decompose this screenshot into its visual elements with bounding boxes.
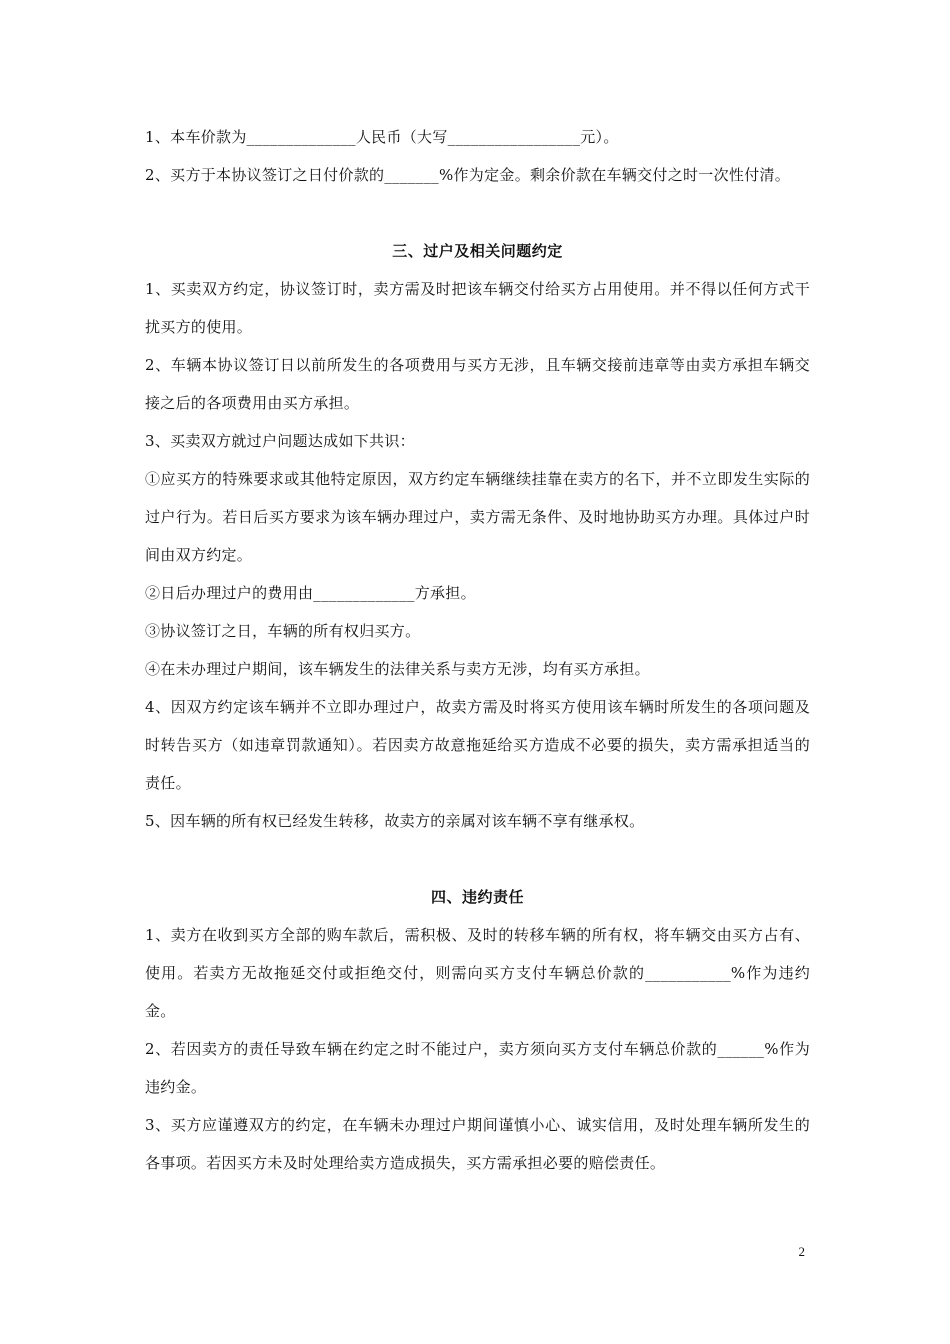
transfer-subclause-2: ②日后办理过户的费用由_____________方承担。 bbox=[145, 584, 476, 602]
transfer-clause-4: 4、因双方约定该车辆并不立即办理过户，故卖方需及时将买方使用该车辆时所发生的各项问题及时转告买方（如违章罚款通知）。若因卖方故意拖延给买方造成不必要的损失，卖方需承担适当的责任。 bbox=[145, 698, 810, 792]
breach-clause-2: 2、若因卖方的责任导致车辆在约定之时不能过户，卖方须向买方支付车辆总价款的______%作为违约金。 bbox=[145, 1040, 810, 1096]
transfer-clause-5: 5、因车辆的所有权已经发生转移，故卖方的亲属对该车辆不享有继承权。 bbox=[145, 812, 645, 830]
transfer-clause-2: 2、车辆本协议签订日以前所发生的各项费用与买方无涉，且车辆交接前违章等由卖方承担车辆交接之后的各项费用由买方承担。 bbox=[145, 356, 810, 412]
price-clause-1: 1、本车价款为______________人民币（大写_________________元）。 bbox=[145, 128, 619, 146]
page-number: 2 bbox=[798, 1244, 805, 1259]
transfer-clause-3: 3、买卖双方就过户问题达成如下共识： bbox=[145, 432, 415, 450]
document-body bbox=[145, 118, 810, 1182]
transfer-subclause-4: ④在未办理过户期间，该车辆发生的法律关系与卖方无涉，均有买方承担。 bbox=[145, 660, 650, 678]
breach-clause-3: 3、买方应谨遵双方的约定，在车辆未办理过户期间谨慎小心、诚实信用，及时处理车辆所发生的各事项。若因买方未及时处理给卖方造成损失，买方需承担必要的赔偿责任。 bbox=[145, 1116, 810, 1172]
section-4-heading: 四、违约责任 bbox=[430, 888, 524, 906]
transfer-clause-1: 1、买卖双方约定，协议签订时，卖方需及时把该车辆交付给买方占用使用。并不得以任何方式干扰买方的使用。 bbox=[145, 280, 810, 336]
transfer-subclause-3: ③协议签订之日，车辆的所有权归买方。 bbox=[145, 622, 421, 640]
section-spacer bbox=[145, 194, 810, 232]
breach-clause-1: 1、卖方在收到买方全部的购车款后，需积极、及时的转移车辆的所有权，将车辆交由买方占有、使用。若卖方无故拖延交付或拒绝交付，则需向买方支付车辆总价款的___________%作为违约金。 bbox=[145, 926, 810, 1020]
transfer-subclause-1: ①应买方的特殊要求或其他特定原因，双方约定车辆继续挂靠在卖方的名下，并不立即发生实际的过户行为。若日后买方要求为该车辆办理过户，卖方需无条件、及时地协助买方办理。具体过户时间由双方约定。 bbox=[145, 470, 810, 564]
section-spacer bbox=[145, 840, 810, 878]
section-3-heading: 三、过户及相关问题约定 bbox=[392, 242, 563, 260]
price-clause-2: 2、买方于本协议签订之日付价款的_______%作为定金。剩余价款在车辆交付之时一次性付清。 bbox=[145, 166, 791, 184]
